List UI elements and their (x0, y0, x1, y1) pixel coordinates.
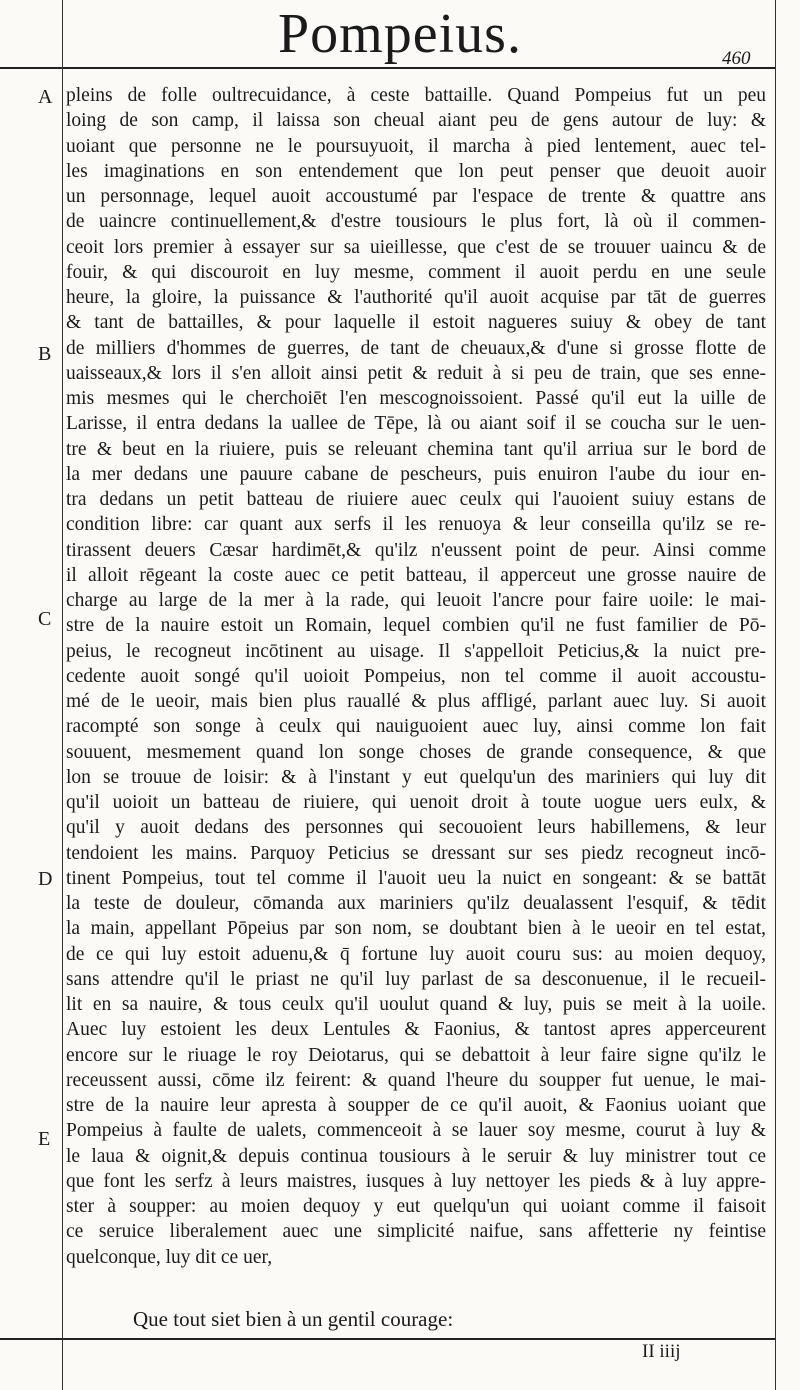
text-line: souuent, mesmement quand lon songe choses de grande consequence, & que (66, 741, 766, 763)
text-line: cedente auoit songé qu'il uoioit Pompeius, non tel comme il auoit accoustu- (66, 665, 766, 687)
signature-mark: II iiij (642, 1341, 681, 1362)
text-line: mé de le ueoir, mais bien plus rauallé & plus affligé, parlant auec luy. Si auoit (66, 691, 766, 712)
text-line: peius, le recogneut incōtinent au uisage. Il s'appelloit Peticius,& la nuict pre- (66, 640, 766, 662)
margin-letter: B (38, 343, 52, 365)
margin-letter: C (38, 608, 52, 630)
text-line: qu'il uoioit un batteau de riuiere, qui uenoit droit à toute uogue uers eulx, & (66, 792, 766, 813)
text-line: mis mesmes qui le cherchoiēt l'en mescognoissoient. Passé qu'il eut la uille de (66, 388, 766, 409)
text-line: qu'il y auoit dedans des personnes qui secouoient leurs habillemens, & leur (66, 817, 766, 839)
text-line: de uaincre continuellement,& d'estre tousiours le plus fort, là où il commen- (66, 211, 766, 233)
text-line: stre de la nauire estoit un Romain, lequel combien qu'il ne fust familier de Pō- (66, 615, 766, 637)
text-line: condition libre: car quant aux serfs il les renuoya & leur conseilla qu'ilz se re- (66, 514, 766, 536)
margin-letter: E (38, 1128, 51, 1150)
text-line: la main, appellant Pōpeius par son nom, se doubtant bien à le ueoir en tel estat, (66, 918, 766, 940)
text-line: ster à soupper: au moien dequoy y eut quelqu'un qui uoiant comme il faisoit (66, 1196, 766, 1217)
text-line: ceoit lors premier à essayer sur sa uieillesse, que c'est de se trouuer uaincu & de (66, 236, 766, 258)
text-line: lit en sa nauire, & tous ceulx qu'il uoulut quand & luy, puis se meit à la uoile. (66, 994, 766, 1015)
text-line: Auec luy estoient les deux Lentules & Faonius, & tantost apres apperceurent (66, 1019, 766, 1041)
text-line: la mer dedans une pauure cabane de pescheurs, puis enuiron l'aube du iour en- (66, 463, 766, 485)
text-line: que font les serfz à leurs maistres, iusques à luy nettoyer les pieds & à luy appre- (66, 1170, 766, 1192)
text-line: fouir, & qui discouroit en luy mesme, comment il auoit perdu en une seule (66, 261, 766, 283)
text-line: charge au large de la mer à la rade, qui leuoit l'ancre pour faire uoile: le mai- (66, 590, 766, 611)
text-line: quelconque, luy dit ce uer, (66, 1246, 273, 1268)
left-margin-rule (62, 0, 63, 1390)
text-line: il alloit rēgeant la coste auec ce petit batteau, il apperceut une grosse nauire de (66, 564, 766, 586)
running-title: Pompeius. (278, 3, 522, 65)
text-line: Larisse, il entra dedans la uallee de Tēpe, là ou aiant soif il se coucha sur le uen- (66, 413, 766, 435)
text-line: uoiant que personne ne le poursuyuoit, il marcha à pied lentement, auec tel- (66, 135, 766, 157)
text-line: sans attendre qu'il le priast ne qu'il luy parlast de sa desconuenue, il le recueil- (66, 968, 766, 990)
text-line: tre & beut en la riuiere, puis se releuant chemina tant qu'il arriua sur le bord de (66, 438, 766, 460)
body-text (66, 83, 766, 1270)
text-line: tirassent deuers Cæsar hardimēt,& qu'ilz n'eussent point de peur. Ainsi comme (66, 539, 766, 561)
text-line: tendoient les mains. Parquoy Peticius se dressant sur ses piedz recogneut incō- (66, 842, 766, 864)
text-line: tinent Pompeius, tout tel comme il l'auoit ueu la nuict en songeant: & se battāt (66, 867, 766, 889)
text-line: lon se trouue de loisir: & à l'instant y eut quelqu'un des mariniers qui luy dit (66, 766, 766, 788)
text-line: de ce qui luy estoit aduenu,& q̄ fortune luy auoit couru sus: au moien dequoy, (66, 943, 766, 965)
text-line: les imaginations en son entendement que lon peut penser que deuoit auoir (66, 160, 766, 182)
text-line: encore sur le riuage le roy Deiotarus, qui se debattoit à leur faire signe qu'ilz le (66, 1044, 766, 1066)
right-margin-rule (775, 0, 776, 1390)
text-line: de milliers d'hommes de guerres, de tant de cheuaux,& d'une si grosse flotte de (66, 337, 766, 359)
margin-letter: D (38, 868, 53, 890)
text-line: racompté son songe à ceulx qui nauiguoient auec luy, ainsi comme lon fait (66, 716, 766, 738)
text-line: Pompeius à faulte de ualets, commenceoit à se lauer soy mesme, courut à luy & (66, 1120, 766, 1142)
header-rule (0, 67, 775, 69)
margin-letter: A (38, 86, 53, 108)
folio-number: 460 (722, 48, 751, 69)
text-line: & tant de battailles, & pour laquelle il estoit nagueres suiuy & obey de tant (66, 312, 766, 334)
text-line: uaisseaux,& lors il s'en alloit ainsi petit & reduit à si peu de train, que ses enne- (66, 362, 766, 384)
text-line: stre de la nauire leur apresta à soupper de ce qu'il auoit, & Faonius uoiant que (66, 1095, 766, 1116)
text-line: loing de son camp, il laissa son cheual aiant peu de gens autour de luy: & (66, 110, 766, 132)
text-line: ce seruice liberalement auec une simplicité naifue, sans affetterie ny feintise (66, 1221, 766, 1243)
text-line: un personnage, lequel auoit accoustumé par l'espace de trente & quattre ans (66, 186, 766, 207)
text-line: receussent aussi, cōme ilz feirent: & quand l'heure du soupper fut uenue, le mai- (66, 1069, 766, 1091)
text-line: tra dedans un petit batteau de riuiere auec ceulx qui l'auoient suiuy estans de (66, 489, 766, 510)
text-line: le laua & oignit,& depuis continua tousiours à le seruir & luy ministrer tout ce (66, 1145, 766, 1167)
verse-line: Que tout siet bien à un gentil courage: (133, 1307, 454, 1331)
text-line: la teste de douleur, cōmanda aux mariniers qu'ilz deualassent l'esquif, & tēdit (66, 893, 766, 914)
text-line: pleins de folle oultrecuidance, à ceste battaille. Quand Pompeius fut un peu (66, 85, 766, 106)
text-line: heure, la gloire, la puissance & l'authorité qu'il auoit acquise par tāt de guerres (66, 287, 766, 308)
